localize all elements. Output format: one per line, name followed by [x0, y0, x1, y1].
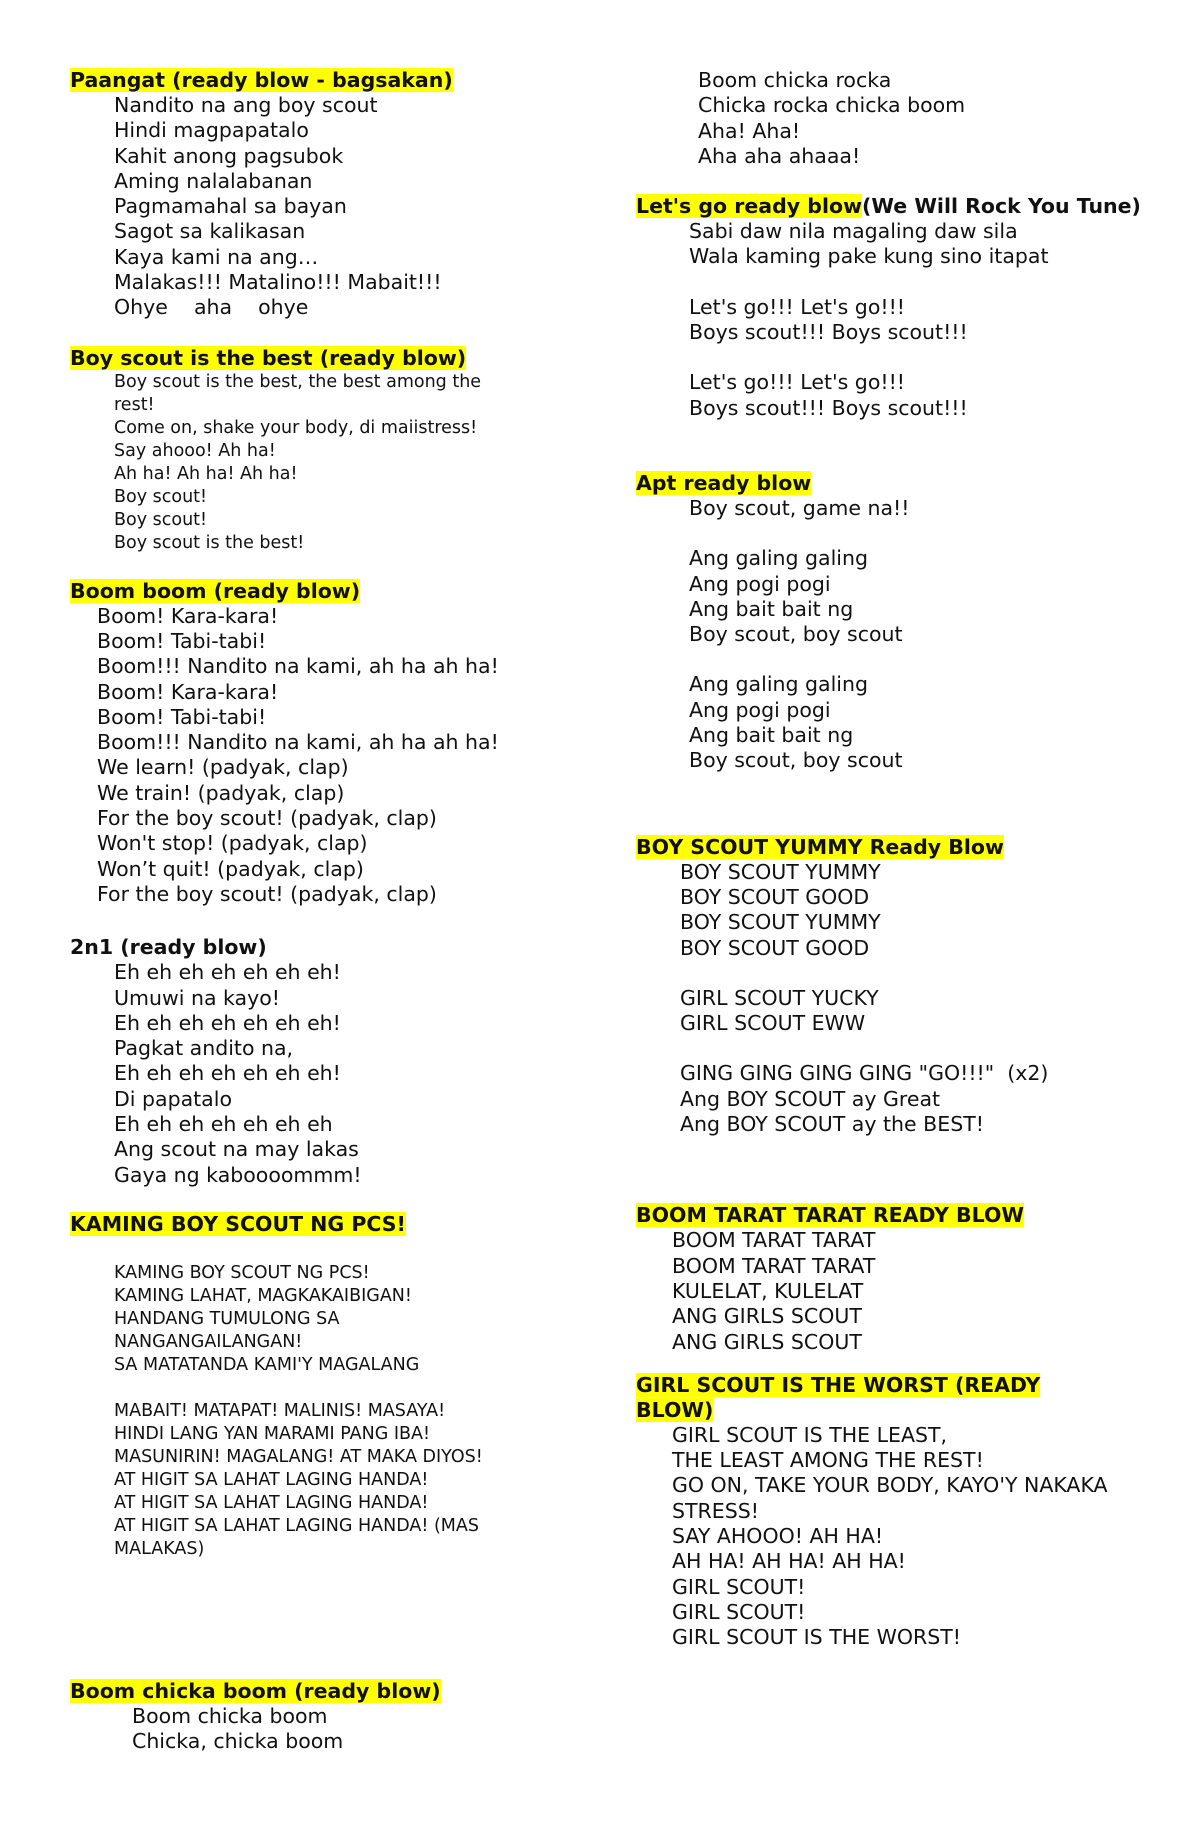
chant-line: BOOM TARAT TARAT [672, 1253, 876, 1278]
chant-line: Ang galing galing [689, 546, 869, 571]
chant-title-text: Boom boom (ready blow) [70, 578, 361, 603]
chant-line: AH HA! AH HA! AH HA! [672, 1549, 906, 1574]
chant-line: KULELAT, KULELAT [672, 1278, 864, 1303]
chant-line: Sabi daw nila magaling daw sila [689, 219, 1018, 244]
chant-lines [70, 1237, 550, 1561]
chant-line: BOOM TARAT TARAT [672, 1228, 876, 1253]
chant-title [70, 346, 550, 371]
chant-line: For the boy scout! (padyak, clap) [97, 881, 437, 906]
chant-line: Aha aha ahaaa! [698, 143, 861, 168]
spacer [689, 345, 1156, 370]
spacer [114, 1377, 550, 1400]
chant-title-text: Boy scout is the best (ready blow) [70, 345, 467, 370]
chant-line: Boy scout is the best! [114, 532, 305, 553]
left-column [70, 68, 550, 1755]
chant-line: THE LEAST AMONG THE REST! [672, 1448, 984, 1473]
chant-title-text: BOOM TARAT TARAT READY BLOW [636, 1203, 1025, 1228]
chant-line: Ang bait bait ng [689, 723, 854, 748]
chant-line: Boy scout, boy scout [689, 622, 903, 647]
chant-title-text: Paangat (ready blow - bagsakan) [70, 68, 453, 92]
chant-line: We learn! (padyak, clap) [97, 755, 349, 780]
chant-title-text: Boom chicka boom (ready blow) [70, 1678, 441, 1703]
chant-line: Eh eh eh eh eh eh eh! [114, 1010, 341, 1035]
chant-line: rest! [114, 394, 155, 415]
right-column [636, 68, 1156, 1650]
chant-lines [636, 496, 1156, 774]
chant-title [636, 1373, 1156, 1423]
chant-line: SA MATATANDA KAMI'Y MAGALANG [114, 1354, 420, 1375]
chant-title-text: GIRL SCOUT IS THE WORST (READY [636, 1372, 1041, 1397]
chant-line: HINDI LANG YAN MARAMI PANG IBA! [114, 1423, 430, 1444]
chant-line: Boys scout!!! Boys scout!!! [689, 320, 968, 345]
chant-line: GIRL SCOUT! [672, 1599, 806, 1624]
chant-title [636, 1203, 1156, 1228]
chant-title [70, 68, 550, 93]
chant-section [636, 471, 1156, 774]
chant-title [636, 471, 1156, 496]
chant-title-text: BOY SCOUT YUMMY Ready Blow [636, 834, 1004, 859]
chant-line: KAMING BOY SCOUT NG PCS! [114, 1262, 370, 1283]
chant-title [70, 1679, 550, 1704]
chant-line: BOY SCOUT GOOD [680, 884, 870, 909]
chant-line: GIRL SCOUT IS THE LEAST, [672, 1422, 948, 1447]
spacer [680, 961, 1156, 986]
chant-line: GING GING GING GING "GO!!!" (x2) [680, 1061, 1049, 1086]
chant-line: We train! (padyak, clap) [97, 780, 345, 805]
chant-section [636, 1373, 1156, 1651]
chant-line: GIRL SCOUT EWW [680, 1011, 866, 1036]
chant-line: Ohye aha ohye [114, 295, 309, 320]
chant-line: NANGANGAILANGAN! [114, 1331, 303, 1352]
chant-line: BOY SCOUT YUMMY [680, 859, 881, 884]
chant-line: MALAKAS) [114, 1538, 205, 1559]
chant-line: Aming nalalabanan [114, 168, 313, 193]
chant-line: GIRL SCOUT YUCKY [680, 985, 879, 1010]
chant-line: Kaya kami na ang… [114, 244, 319, 269]
chant-lines [636, 219, 1156, 421]
chant-line: Boom! Kara-kara! [97, 679, 279, 704]
chant-line: Boy scout! [114, 486, 208, 507]
chant-line: HANDANG TUMULONG SA [114, 1308, 340, 1329]
chant-section [636, 835, 1156, 1138]
chant-lines [636, 860, 1156, 1138]
chant-title [70, 579, 550, 604]
chant-line: Boy scout! [114, 509, 208, 530]
chant-line: GO ON, TAKE YOUR BODY, KAYO'Y NAKAKA [672, 1473, 1108, 1498]
chant-line: BOY SCOUT GOOD [680, 935, 870, 960]
chant-line: Di papatalo [114, 1086, 232, 1111]
chant-line: GIRL SCOUT IS THE WORST! [672, 1625, 962, 1650]
chant-line: Ang BOY SCOUT ay the BEST! [680, 1112, 984, 1137]
chant-line: AT HIGIT SA LAHAT LAGING HANDA! (MAS [114, 1515, 479, 1536]
chant-line: Pagmamahal sa bayan [114, 194, 347, 219]
chant-title-text: Apt ready blow [636, 470, 812, 495]
chant-line: Boom! Tabi-tabi! [97, 704, 267, 729]
chant-line: Hindi magpapatalo [114, 118, 309, 143]
chant-lines [70, 93, 550, 321]
chant-line: Boom! Kara-kara! [97, 603, 279, 628]
chant-title-text: 2n1 (ready blow) [70, 935, 267, 960]
chant-section [70, 935, 550, 1188]
chant-line: Boom chicka rocka [698, 68, 892, 92]
chant-section [70, 1679, 550, 1755]
chant-line: Eh eh eh eh eh eh eh! [114, 1061, 341, 1086]
chant-line: Eh eh eh eh eh eh eh [114, 1112, 333, 1137]
spacer [689, 521, 1156, 546]
spacer [114, 1237, 550, 1262]
chant-line: Boom! Tabi-tabi! [97, 628, 267, 653]
chant-line: MASUNIRIN! MAGALANG! AT MAKA DIYOS! [114, 1446, 483, 1467]
chant-line: Boys scout!!! Boys scout!!! [689, 395, 968, 420]
chant-line: Say ahooo! Ah ha! [114, 440, 276, 461]
chant-line: SAY AHOOO! AH HA! [672, 1523, 884, 1548]
chant-line: ANG GIRLS SCOUT [672, 1329, 862, 1354]
chant-lines [636, 1228, 1156, 1354]
chant-line: ANG GIRLS SCOUT [672, 1304, 862, 1329]
chant-line: Kahit anong pagsubok [114, 143, 344, 168]
chant-line: KAMING LAHAT, MAGKAKAIBIGAN! [114, 1285, 412, 1306]
chant-line: Wala kaming pake kung sino itapat [689, 244, 1049, 269]
chant-title-text-line2: BLOW) [636, 1397, 714, 1422]
chant-line: Boy scout is the best, the best among the [114, 371, 482, 392]
chant-section [636, 68, 1156, 169]
spacer [680, 1036, 1156, 1061]
chant-line: Ang scout na may lakas [114, 1137, 359, 1162]
chant-line: Malakas!!! Matalino!!! Mabait!!! [114, 270, 442, 295]
chant-line: For the boy scout! (padyak, clap) [97, 806, 437, 831]
chant-line: Aha! Aha! [698, 118, 801, 143]
chant-line: Chicka rocka chicka boom [698, 93, 966, 118]
chant-section [70, 579, 550, 908]
chant-line: AT HIGIT SA LAHAT LAGING HANDA! [114, 1469, 429, 1490]
chant-title-text: KAMING BOY SCOUT NG PCS! [70, 1211, 406, 1236]
chant-line: Eh eh eh eh eh eh eh! [114, 960, 341, 985]
chant-title [636, 835, 1156, 860]
chant-title [70, 1212, 550, 1237]
chant-lines [70, 1704, 550, 1755]
chant-title-suffix: (We Will Rock You Tune) [862, 194, 1141, 219]
chant-line: Ang BOY SCOUT ay Great [680, 1086, 941, 1111]
chant-title-text: Let's go ready blow [636, 194, 863, 219]
chant-line: Ang pogi pogi [689, 697, 831, 722]
chant-line: Ang bait bait ng [689, 596, 854, 621]
chant-lines [70, 604, 550, 908]
chant-lines [70, 960, 550, 1188]
chant-line: Ang pogi pogi [689, 571, 831, 596]
chant-lines [70, 371, 550, 555]
chant-line: Boy scout, game na!! [689, 495, 910, 520]
chant-section [70, 346, 550, 555]
chant-section [636, 194, 1156, 421]
chant-line: Boom chicka boom [132, 1703, 328, 1728]
chant-line: Come on, shake your body, di maiistress! [114, 417, 478, 438]
chant-line: Ah ha! Ah ha! Ah ha! [114, 463, 298, 484]
chant-line: Boy scout, boy scout [689, 748, 903, 773]
chant-line: Ang galing galing [689, 672, 869, 697]
chant-section [70, 1212, 550, 1561]
chant-line: Umuwi na kayo! [114, 985, 280, 1010]
chant-line: Boom!!! Nandito na kami, ah ha ah ha! [97, 654, 499, 679]
chant-section [636, 1203, 1156, 1354]
chant-line: BOY SCOUT YUMMY [680, 910, 881, 935]
chant-line: AT HIGIT SA LAHAT LAGING HANDA! [114, 1492, 429, 1513]
chant-line: Won't stop! (padyak, clap) [97, 831, 368, 856]
chant-section [70, 68, 550, 321]
chant-line: MABAIT! MATAPAT! MALINIS! MASAYA! [114, 1400, 446, 1421]
chant-line: Gaya ng kaboooommm! [114, 1162, 362, 1187]
chant-line: STRESS! [672, 1498, 759, 1523]
spacer [689, 647, 1156, 672]
chant-line: GIRL SCOUT! [672, 1574, 806, 1599]
chant-line: Pagkat andito na, [114, 1036, 294, 1061]
chant-line: Let's go!!! Let's go!!! [689, 370, 906, 395]
chant-line: Nandito na ang boy scout [114, 93, 378, 117]
chant-title [70, 935, 550, 960]
chant-line: Chicka, chicka boom [132, 1729, 344, 1754]
chant-title [636, 194, 1156, 219]
chant-line: Let's go!!! Let's go!!! [689, 294, 906, 319]
chant-line: Sagot sa kalikasan [114, 219, 306, 244]
chant-line: Boom!!! Nandito na kami, ah ha ah ha! [97, 730, 499, 755]
spacer [689, 270, 1156, 295]
chant-lines [636, 68, 1156, 169]
chant-lines [636, 1423, 1156, 1651]
chant-line: Won’t quit! (padyak, clap) [97, 856, 364, 881]
